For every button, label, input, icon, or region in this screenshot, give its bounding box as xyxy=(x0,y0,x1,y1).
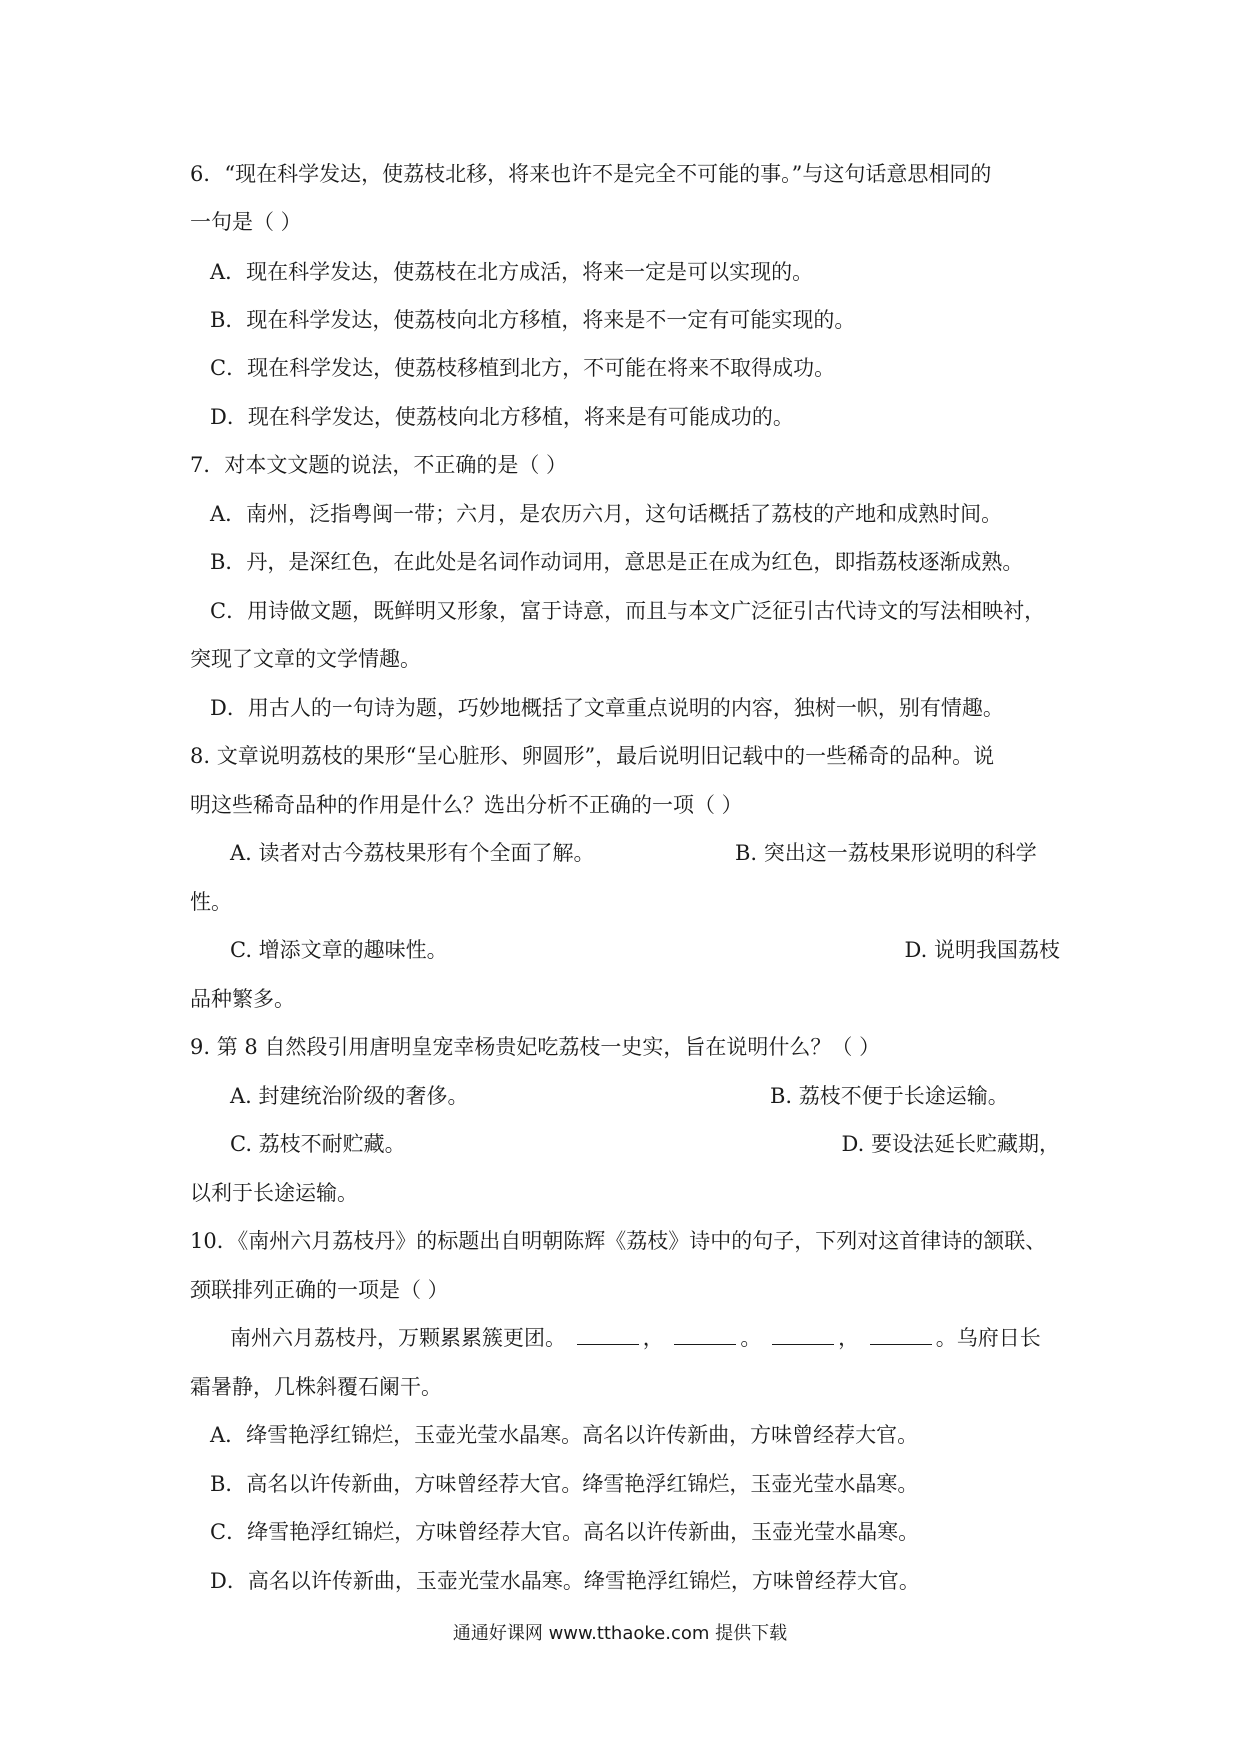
q8-stem-line2: 明这些稀奇品种的作用是什么？选出分析不正确的一项（ ） xyxy=(190,793,743,817)
q10-stem-line2: 颈联排列正确的一项是（ ） xyxy=(190,1278,449,1302)
q9-options-ab xyxy=(230,1082,1060,1110)
q10-punct-4: 。 xyxy=(935,1326,957,1350)
q10-poem-line2: 霜暑静，几株斜覆石阑干。 xyxy=(190,1375,442,1399)
q7-stem: 7．对本文文题的说法，不正确的是（ ） xyxy=(190,453,568,477)
q7-option-c-line2: 突现了文章的文学情趣。 xyxy=(190,647,421,671)
q8-options-ab xyxy=(230,839,1060,867)
q8-stem-line1: 8. 文章说明荔枝的果形“呈心脏形、卵圆形”，最后说明旧记载中的一些稀奇的品种。说 xyxy=(190,744,995,768)
q9-option-d-cont: 以利于长途运输。 xyxy=(190,1181,358,1205)
q9-option-b: B. 荔枝不便于长途运输。 xyxy=(770,1084,1009,1108)
q10-blank-2 xyxy=(674,1324,736,1345)
q9-option-a: A. 封建统治阶级的奢侈。 xyxy=(230,1084,469,1108)
q10-option-c: C．绛雪艳浮红锦烂，方味曾经荐大官。高名以许传新曲，玉壶光莹水晶寒。 xyxy=(210,1520,920,1544)
q10-option-d: D．高名以许传新曲，玉壶光莹水晶寒。绛雪艳浮红锦烂，方味曾经荐大官。 xyxy=(210,1569,920,1593)
q7-option-a: A．南州，泛指粤闽一带；六月，是农历六月，这句话概括了荔枝的产地和成熟时间。 xyxy=(210,502,1003,526)
q10-blank-4 xyxy=(870,1324,932,1345)
q6-option-c: C．现在科学发达，使荔枝移植到北方，不可能在将来不取得成功。 xyxy=(210,356,836,380)
q6-option-a: A．现在科学发达，使荔枝在北方成活，将来一定是可以实现的。 xyxy=(210,260,814,284)
q10-poem-line1 xyxy=(230,1324,1060,1352)
q8-option-d-cont: 品种繁多。 xyxy=(190,987,295,1011)
q10-punct-1: ， xyxy=(642,1326,664,1350)
page-footer: 通通好课网 www.tthaoke.com 提供下载 xyxy=(452,1623,788,1644)
q10-punct-2: 。 xyxy=(740,1326,762,1350)
q10-blank-3 xyxy=(772,1324,834,1345)
q8-option-c: C. 增添文章的趣味性。 xyxy=(230,938,448,962)
q8-options-cd xyxy=(230,936,1060,964)
q7-option-b: B．丹，是深红色，在此处是名词作动词用，意思是正在成为红色，即指荔枝逐渐成熟。 xyxy=(210,550,1024,574)
q10-poem-start: 南州六月荔枝丹，万颗累累簇更团。 xyxy=(230,1326,566,1350)
q8-option-b: B. 突出这一荔枝果形说明的科学 xyxy=(735,841,1037,865)
q6-option-b: B．现在科学发达，使荔枝向北方移植，将来是不一定有可能实现的。 xyxy=(210,308,856,332)
q10-option-a: A．绛雪艳浮红锦烂，玉壶光莹水晶寒。高名以许传新曲，方味曾经荐大官。 xyxy=(210,1423,919,1447)
q9-options-cd xyxy=(230,1130,1060,1158)
q10-blank-1 xyxy=(577,1324,639,1345)
q10-option-b: B．高名以许传新曲，方味曾经荐大官。绛雪艳浮红锦烂，玉壶光莹水晶寒。 xyxy=(210,1472,919,1496)
q9-option-d: D. 要设法延长贮藏期， xyxy=(841,1132,1060,1156)
q7-option-d: D．用古人的一句诗为题，巧妙地概括了文章重点说明的内容，独树一帜，别有情趣。 xyxy=(210,696,1004,720)
q10-poem-end: 乌府日长 xyxy=(956,1326,1041,1350)
q8-option-d: D. 说明我国荔枝 xyxy=(904,938,1060,962)
q10-punct-3: ， xyxy=(838,1326,860,1350)
q9-option-c: C. 荔枝不耐贮藏。 xyxy=(230,1132,406,1156)
q6-option-d: D．现在科学发达，使荔枝向北方移植，将来是有可能成功的。 xyxy=(210,405,794,429)
q6-stem-line2: 一句是（ ） xyxy=(190,210,302,234)
q6-stem-line1: 6．“现在科学发达，使荔枝北移，将来也许不是完全不可能的事。”与这句话意思相同的 xyxy=(190,162,992,186)
q8-option-b-cont: 性。 xyxy=(190,890,232,914)
q8-option-a: A. 读者对古今荔枝果形有个全面了解。 xyxy=(230,841,595,865)
q7-option-c-line1: C．用诗做文题，既鲜明又形象，富于诗意，而且与本文广泛征引古代诗文的写法相映衬， xyxy=(210,599,1046,623)
q9-stem: 9. 第 8 自然段引用唐明皇宠幸杨贵妃吃荔枝一史实，旨在说明什么？（ ） xyxy=(190,1035,881,1059)
q10-stem-line1: 10．《南州六月荔枝丹》的标题出自明朝陈辉《荔枝》诗中的句子，下列对这首律诗的颔联、 xyxy=(190,1229,1047,1253)
